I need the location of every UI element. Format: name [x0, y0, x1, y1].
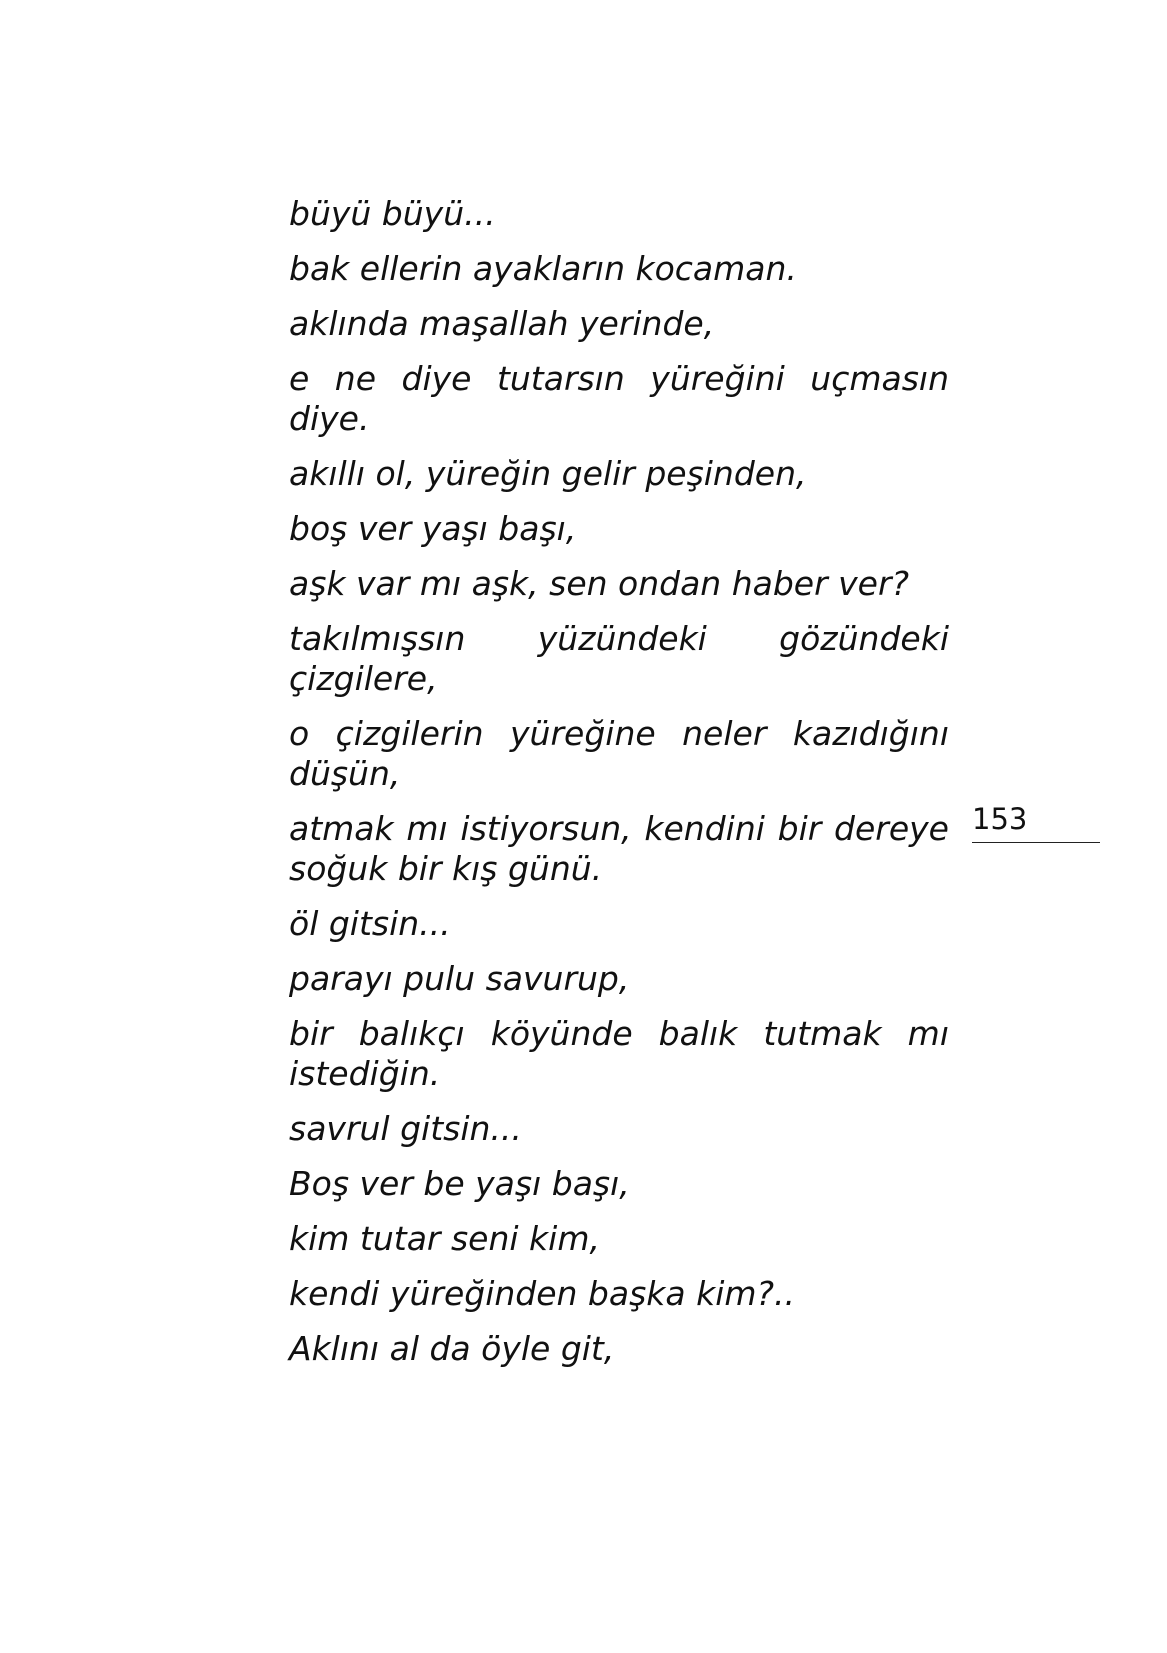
poem-line: o çizgilerin yüreğine neler kazıdığını düşün,	[289, 714, 949, 793]
poem-line: e ne diye tutarsın yüreğini uçmasın diye.	[289, 359, 949, 438]
poem-line: aklında maşallah yerinde,	[289, 304, 715, 343]
poem-line: bir balıkçı köyünde balık tutmak mı istediğin.	[289, 1014, 949, 1093]
poem-line: boş ver yaşı başı,	[289, 509, 577, 548]
poem-line: parayı pulu savurup,	[289, 959, 630, 998]
poem-line: bak ellerin ayakların kocaman.	[289, 249, 797, 288]
poem-line: savrul gitsin...	[289, 1109, 522, 1148]
poem-line: aşk var mı aşk, sen ondan haber ver?	[289, 564, 910, 603]
page-number: 153	[972, 802, 1100, 843]
poem-body	[289, 194, 949, 1384]
poem-line: akıllı ol, yüreğin gelir peşinden,	[289, 454, 807, 493]
poem-line: Aklını al da öyle git,	[289, 1329, 615, 1368]
poem-line: atmak mı istiyorsun, kendini bir dereye soğuk bir kış günü.	[289, 809, 949, 888]
poem-line: öl gitsin...	[289, 904, 451, 943]
poem-line: kim tutar seni kim,	[289, 1219, 600, 1258]
poem-line: Boş ver be yaşı başı,	[289, 1164, 630, 1203]
poem-line: kendi yüreğinden başka kim?..	[289, 1274, 796, 1313]
poem-line: büyü büyü...	[289, 194, 496, 233]
poem-line: takılmışsın yüzündeki gözündeki çizgilere,	[289, 619, 949, 698]
